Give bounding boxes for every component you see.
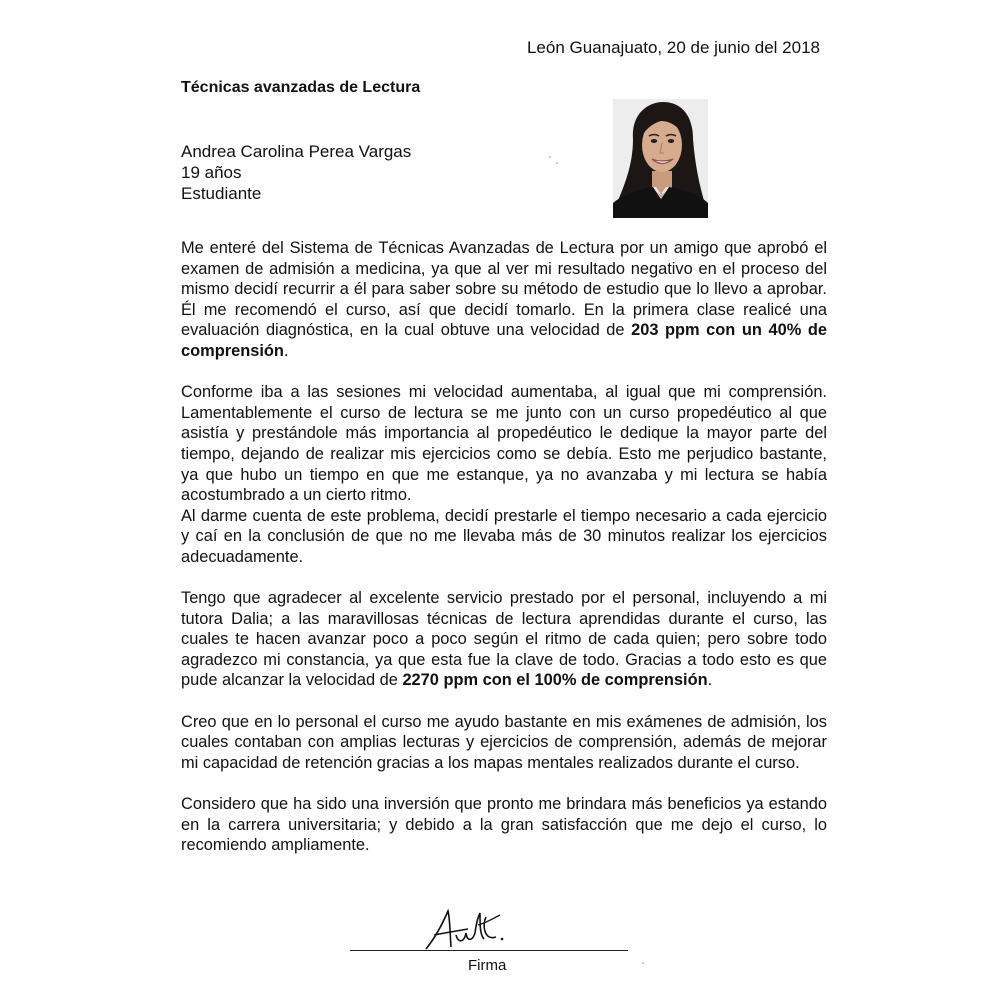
signature-line: [350, 950, 628, 951]
signature-block: [350, 905, 630, 985]
letter-body: [181, 238, 827, 876]
scan-speck: [642, 962, 644, 964]
paragraph-1: [181, 238, 827, 362]
letter-title: Técnicas avanzadas de Lectura: [181, 79, 421, 96]
initial-speed-highlight: 203 ppm con un 40% de comprensión: [181, 321, 827, 360]
student-photo: [613, 99, 708, 218]
paragraph-3: Al darme cuenta de este problema, decidí prestarle el tiempo necesario a cada ejercicio y caí en la conclusión de que no me llevaba más de 30 minutos realizar los ejercicios adecuadamente.: [181, 506, 827, 566]
paragraph-5: Creo que en lo personal el curso me ayudo bastante en mis exámenes de admisión, los cuales contaban con amplias lecturas y ejercicios de comprensión, además de mejorar mi capacidad de retención gracias a los mapas mentales realizados durante el curso.: [181, 712, 827, 772]
scan-speck: [556, 162, 558, 164]
portrait-image: [613, 99, 708, 218]
sender-info: [181, 141, 411, 204]
paragraph-2: Conforme iba a las sesiones mi velocidad aumentaba, al igual que mi comprensión. Lamentablemente el curso de lectura se me junto con un curso propedéutico al que asistía y prestándole más importancia al propedéutico le dedique la mayor parte del tiempo, dejando de realizar mis ejercicios como se debía. Esto me perjudico bastante, ya que hubo un tiempo en que me estanque, ya no avanzaba y mi lectura se había acostumbrado a un cierto ritmo.: [181, 383, 827, 505]
signature-label: Firma: [468, 957, 507, 974]
paragraph-6: Considero que ha sido una inversión que pronto me brindara más beneficios ya estando en la carrera universitaria; y debido a la gran satisfacción que me dejo el curso, lo recomiendo ampliamente.: [181, 795, 827, 855]
paragraph-4-text: Tengo que agradecer al excelente servicio prestado por el personal, incluyendo a mi tutora Dalia; a las maravillosas técnicas de lectura aprendidas durante el curso, las cuales te hacen avanzar poco a poco según el ritmo de cada quien; pero sobre todo agradezco mi constancia, ya que esta fue la clave de todo. Gracias a todo esto es que pude alcanzar la velocidad de: [181, 589, 827, 690]
sender-occupation: Estudiante: [181, 184, 262, 203]
paragraph-1-text: Me enteré del Sistema de Técnicas Avanzadas de Lectura por un amigo que aprobó el examen de admisión a medicina, ya que al ver mi resultado negativo en el proceso del mismo decidí recurrir a él para saber sobre su método de estudio que lo llevo a aprobar. Él me recomendó el curso, así que decidí tomarlo. En la primera clase realicé una evaluación diagnóstica, en la cual obtuve una velocidad de: [181, 239, 827, 340]
paragraph-4-end: .: [707, 671, 713, 690]
final-speed-highlight: 2270 ppm con el 100% de comprensión: [402, 671, 708, 690]
paragraph-4: [181, 588, 827, 691]
sender-age: 19 años: [181, 163, 242, 182]
scan-speck: [549, 156, 551, 158]
sender-name: Andrea Carolina Perea Vargas: [181, 142, 412, 161]
paragraph-1-end: .: [283, 341, 289, 360]
letter-date: León Guanajuato, 20 de junio del 2018: [526, 38, 820, 57]
